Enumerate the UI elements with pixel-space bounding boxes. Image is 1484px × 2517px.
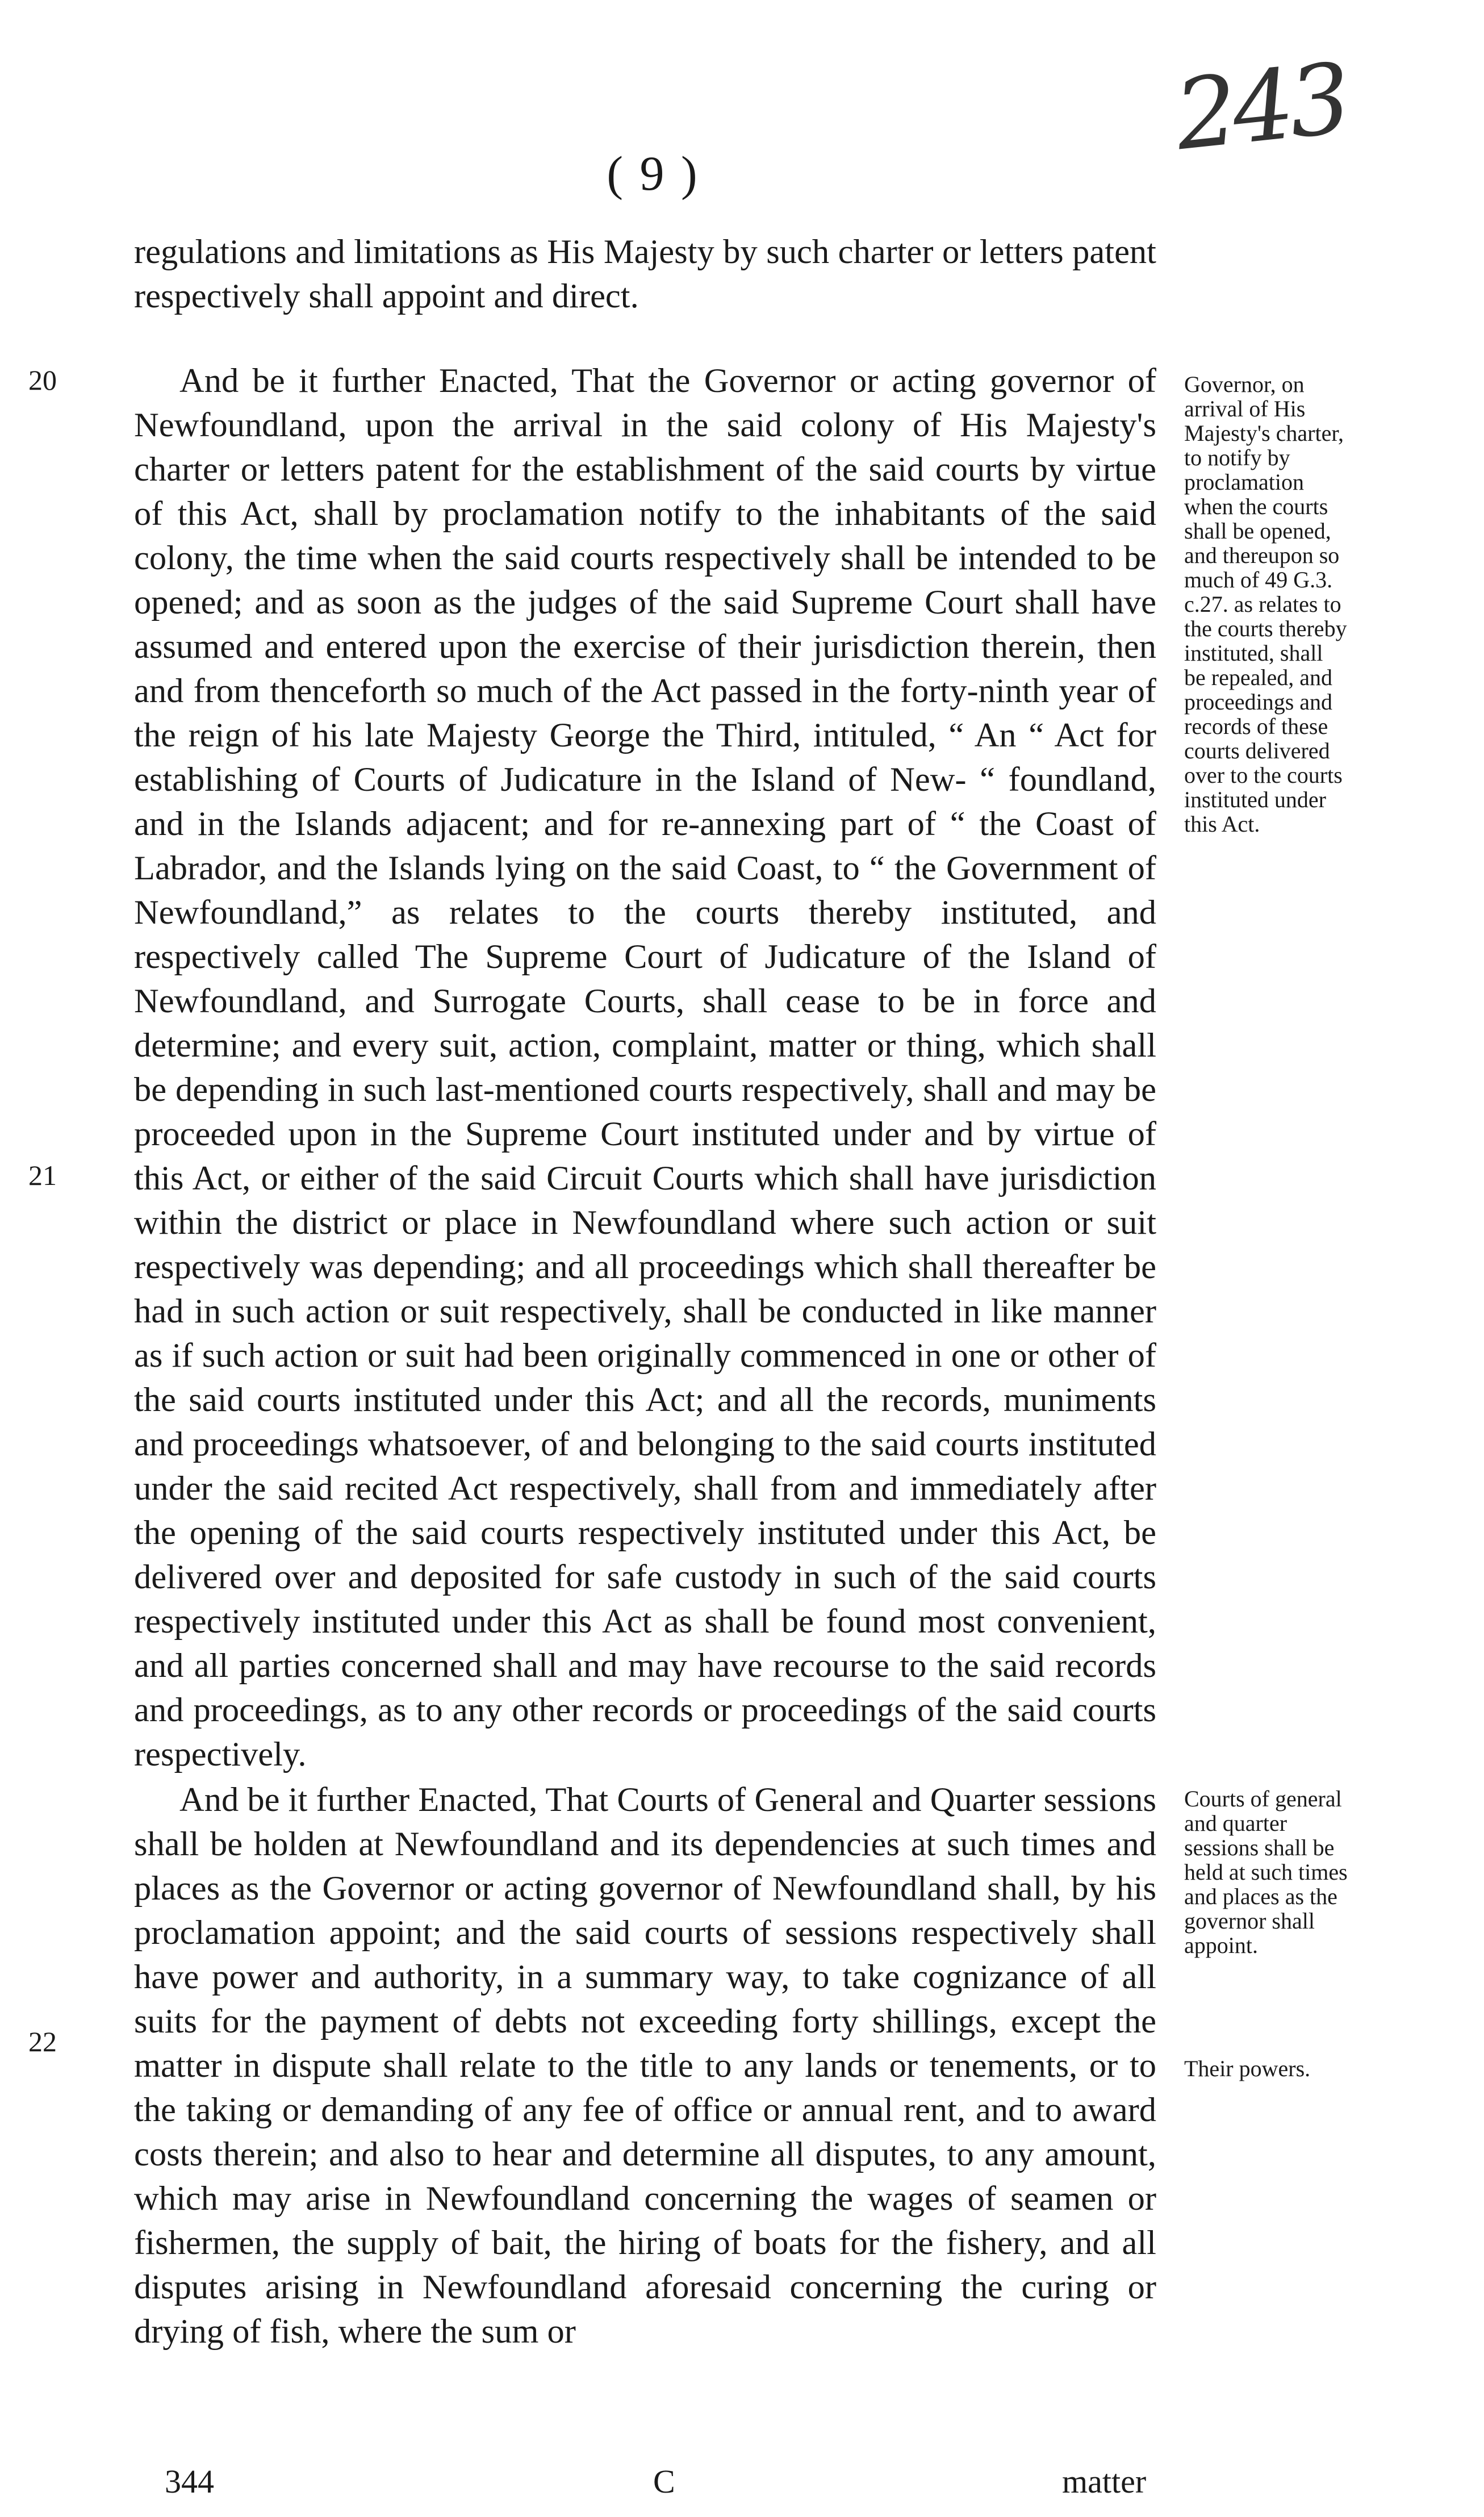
section-number-22: 22 <box>28 2026 57 2057</box>
section-20-paragraph <box>134 359 1156 1777</box>
paragraph-continuation <box>134 230 1156 319</box>
section-number-21: 21 <box>28 1159 57 1191</box>
margin-note-governor-proclamation: Governor, on arrival of His Majesty's charter, to notify by proclamation when the courts shall be opened, and thereupon so much of 49 G.3. c.27. as relates to the courts thereby instituted, shall be repealed, and proceedings and records of these courts delivered over to the courts instituted under this Act. <box>1184 372 1347 837</box>
section-number-20: 20 <box>28 364 57 396</box>
margin-note-powers: Their powers. <box>1184 2056 1311 2081</box>
footer-catchword: matter <box>1062 2463 1147 2500</box>
footer-printer-number: 344 <box>165 2463 214 2500</box>
page-number: ( 9 ) <box>607 146 700 201</box>
footer-signature-mark: C <box>653 2463 675 2500</box>
handwritten-folio-number: 243 <box>1170 42 1352 173</box>
paragraph-2-text: And be it further Enacted, That the Governor or acting governor of Newfoundland, upon the arrival in the said colony of His Majesty's charter or letters patent for the establishment of the said courts by virtue of this Act, shall by proclamation notify to the inhabitants of the said colony, the time when the said courts respectively shall be intended to be opened; and as soon as the judges of the said Supreme Court shall have assumed and entered upon the exercise of their jurisdiction therein, then and from thenceforth so much of the Act passed in the forty-ninth year of the reign of his late Majesty George the Third, intituled, “ An “ Act for establishing of Courts of Judicature in the Island of New- “ foundland, and in the Islands adjacent; and for re-annexing part of “ the Coast of Labrador, and the Islands lying on the said Coast, to “ the Government of Newfoundland,” as relates to the courts thereby instituted, and respectively called The Supreme Court of Judicature of the Island of Newfoundland, and Surrogate Courts, shall cease to be in force and determine; and every suit, action, complaint, matter or thing, which shall be depending in such last-mentioned courts respectively, shall and may be proceeded upon in the Supreme Court instituted under and by virtue of this Act, or either of the said Circuit Courts which shall have jurisdiction within the district or place in Newfoundland where such action or suit respectively was depending; and all proceedings which shall thereafter be had in such action or suit respectively, shall be conducted in like manner as if such action or suit had been originally commenced in one or other of the said courts instituted under this Act; and all the records, muniments and proceedings whatsoever, of and belonging to the said courts instituted under the said recited Act respectively, shall from and immediately after the opening of the said courts respectively instituted under this Act, be delivered over and deposited for safe custody in such of the said courts respectively instituted under this Act as shall be found most convenient, and all parties concerned shall and may have recourse to the said records and proceedings, as to any other records or proceedings of the said courts respectively. <box>134 362 1156 1773</box>
sessions-paragraph <box>134 1778 1156 2354</box>
margin-note-sessions: Courts of general and quarter sessions shall be held at such times and places as the governor shall appoint. <box>1184 1786 1348 1958</box>
paragraph-1-text: regulations and limitations as His Majesty by such charter or letters patent respectively shall appoint and direct. <box>134 233 1156 315</box>
paragraph-3-text: And be it further Enacted, That Courts of General and Quarter sessions shall be holden at Newfoundland and its dependencies at such times and places as the Governor or acting governor of Newfoundland shall, by his proclamation appoint; and the said courts of sessions respectively shall have power and authority, in a summary way, to take cognizance of all suits for the payment of debts not exceeding forty shillings, except the matter in dispute shall relate to the title to any lands or tenements, or to the taking or demanding of any fee of office or annual rent, and to award costs therein; and also to hear and determine all disputes, to any amount, which may arise in Newfoundland concerning the wages of seamen or fishermen, the supply of bait, the hiring of boats for the fishery, and all disputes arising in Newfoundland aforesaid concerning the curing or drying of fish, where the sum or <box>134 1781 1156 2351</box>
